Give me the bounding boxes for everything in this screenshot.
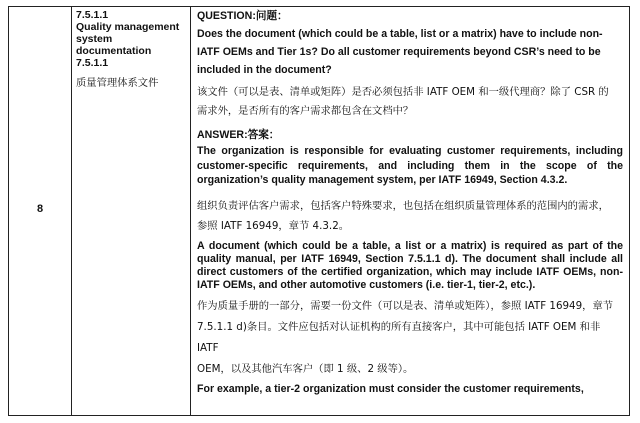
question-text-cn-2: 需求外，是否所有的客户需求都包含在文档中？ — [197, 105, 414, 117]
section-title-en: Quality management system documentation — [76, 21, 180, 57]
section-cell — [72, 7, 191, 415]
watermark-overlay — [475, 395, 625, 413]
section-code-repeat: 7.5.1.1 — [76, 57, 109, 69]
qa-cell — [191, 7, 629, 415]
section-title-cn: 质量管理体系文件 — [76, 77, 159, 89]
question-text-cn-1: 该文件（可以是表、清单或矩阵）是否必须包括非 IATF OEM 和一级代理商？除了 CSR 的 — [197, 86, 609, 98]
answer-p1-en: The organization is responsible for evaluating customer requirements, including customer-specific requirements, and including them in the scope of the organization’s quality management system, per IATF 16949, Section 4.3.2. — [197, 145, 623, 186]
answer-p1-cn-1: 组织负责评估客户需求，包括客户特殊要求，也包括在组织质量管理体系的范围内的需求， — [197, 199, 609, 212]
row-number-cell — [9, 7, 72, 415]
section-code: 7.5.1.1 — [76, 9, 109, 21]
answer-p2-cn-1: 作为质量手册的一部分，需要一份文件（可以是表、清单或矩阵），参照 IATF 16949，章节 — [197, 299, 614, 312]
question-heading: QUESTION:问题： — [197, 10, 288, 22]
faq-table — [8, 6, 630, 416]
answer-p2-en: A document (which could be a table, a list or a matrix) is required as part of the quality manual, per IATF 16949, Section 7.5.1.1 d). The document shall include all direct customers of the certified organization, which may include IATF OEMs, non-IATF OEMs, and other automotive customers (i.e. tier-1, tier-2, etc.). — [197, 239, 623, 291]
answer-p2-cn-2: 7.5.1.1 d)条目。文件应包括对认证机构的所有直接客户，其中可能包括 IATF OEM 和非 IATF — [197, 320, 601, 354]
question-text-en: Does the document (which could be a table, list or a matrix) have to include non-IATF OEMs and Tier 1s? Do all customer requirements beyond CSR’s need to be included in the document? — [197, 28, 603, 76]
answer-p3-en: For example, a tier-2 organization must consider the customer requirements, — [197, 382, 584, 395]
answer-p2-cn-3: OEM，以及其他汽车客户（即 1 级、2 级等）。 — [197, 362, 414, 375]
row-number: 8 — [36, 203, 44, 215]
answer-p1-cn-2: 参照 IATF 16949，章节 4.3.2。 — [197, 219, 350, 232]
answer-heading: ANSWER:答案： — [197, 129, 280, 141]
